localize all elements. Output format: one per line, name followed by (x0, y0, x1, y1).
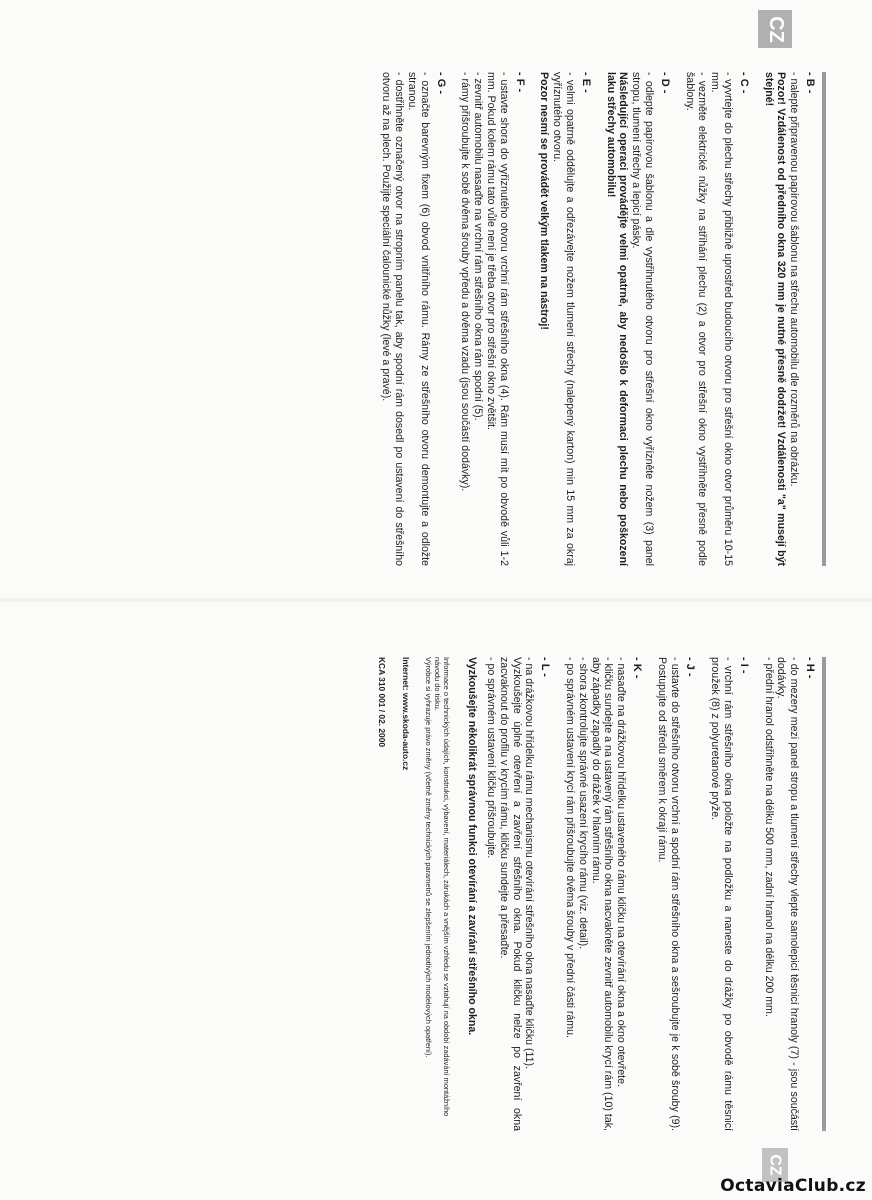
warning-text: Následující operaci provádějte velmi opatrně, aby nedošlo k deformaci plechu nebo poškození laku střechy automobilu! (604, 72, 630, 566)
section-heading: - D - (658, 72, 671, 94)
section-heading: - F - (513, 72, 526, 93)
warning-text: Pozor nesmí se provádět velkým tlakem na nástroj! (538, 72, 551, 330)
section-heading: - H - (804, 657, 816, 679)
instruction-step: - do mezery mezi panel stropu a tlumení střechy vlepte samolepicí těsnicí hranoly (7) - jsou součástí dodávky. (775, 657, 801, 1131)
watermark: OctaviaClub.cz (720, 1176, 866, 1196)
header-rule (822, 72, 826, 566)
legal-info: Informace o technických údajích, konstrukci, výbavení, materiálech, zárukách a vnějším vzhledu se vztahují na období zadávání montážního návodu do tisku. (433, 657, 452, 1117)
section-heading: - I - (737, 657, 750, 674)
section-heading: - J - (684, 657, 697, 677)
section-heading: - K - (631, 657, 644, 679)
instruction-step: Vyzkoušejte úplné otevření a zavření střešního okna. Pokud kličku nelze po zavření okna zacvaknout do profilu v krycím rámu, kličku sundejte a přesaďte. (497, 657, 523, 1131)
instruction-step: - shora zkontrolujte správné usazení krycího rámu (viz. detail). (576, 657, 589, 950)
instruction-step: - odlepte papírovou šablonu a dle vystřihnutého otvoru pro střešní okno vyřízněte nožem (3) panel stropu, tlumení střechy a lepicí pásky. (630, 72, 656, 566)
language-tab-bottom: CZ (762, 1148, 788, 1182)
header-rule (822, 657, 826, 1131)
instructions-panel-top (96, 60, 826, 580)
instruction-step: - zevnitř automobilu nasaďte na vrchní rám střešního okna rám spodní (5). (472, 72, 485, 421)
website-link[interactable]: Internet: www.skoda-auto.cz (401, 657, 412, 771)
instructions-panel-bottom (86, 645, 826, 1145)
section-heading: - L - (539, 657, 552, 677)
instruction-step: - vezměte elektrické nůžky na stříhání plechu (2) a otvor pro střešní okno vystřihněte přesně podle šablony. (683, 72, 709, 566)
warning-text: Pozor! Vzdálenost od předního okna 320 mm je nutné přesně dodržet! Vzdálenosti "a" musejí být stejné! (762, 72, 788, 566)
final-instruction: Vyzkoušejte několikrát správnou funkci otevírání a zavírání střešního okna. (466, 657, 479, 1036)
top-sections (380, 72, 816, 566)
instruction-step: - ustavte shora do vyříznutého otvoru vrchní rám střešního okna (4). Rám musí mít po obvodě vůli 1-2 mm. Pokud kolem rámu tato vůle není je třeba otvor pro střešní okno zvětšit. (485, 72, 510, 566)
bottom-sections (484, 657, 816, 1131)
instruction-step: - ustavte do střešního otvoru vrchní a spodní rám střešního okna a sešroubujte je k sobě šrouby (9). Postupujte od středu směrem k okrají rámu. (655, 657, 681, 1131)
section-heading: - B - (804, 72, 816, 94)
instruction-step: - rámy přišroubujte k sobě dvěma šrouby vpředu a dvěma vzadu (jsou součástí dodávky). (459, 72, 472, 492)
instruction-step: - označte barevným fixem (6) obvod vnitřního rámu. Rámy ze střešního otvoru demontujte a odložte stranou. (406, 72, 431, 566)
instruction-step: - velmi opatrně oddělujte a odřezávejte nožem tlumení střechy (nalepený karton) min 15 mm za okraj vyříznutého otvoru. (551, 72, 577, 566)
page-fold (0, 597, 872, 603)
instruction-step: - vyvrtejte do plechu střechy přibližně uprostřed budoucího otvoru pro střešní okno otvor průměru 10-15 mm. (709, 72, 735, 566)
instruction-step: - po správném ustavení kličku přišroubujte. (485, 657, 498, 859)
instruction-step: - na drážkovou hřídelku rámu mechanismu otevírání střešního okna nasaďte kličku (11). (523, 657, 536, 1070)
section-heading: - E - (579, 72, 592, 93)
section-heading: - G - (434, 72, 447, 94)
instruction-step: - přední hranol odstřihněte na délku 500 mm, zadní hranol na délku 200 mm. (762, 657, 775, 1017)
legal-reservation: Výrobce si vyhrazuje právo změny (včetně změny technických parametrů se zlepšením jednotlivých modelových opatření). (424, 657, 434, 1058)
instruction-step: - dostřihněte označený otvor na stropním panelu tak, aby spodní rám dosedl po ustavení do střešního otvoru až na plech. Použijte speciální čalounické nůžky (levé a pravé). (380, 72, 406, 566)
instruction-step: - nalepte připravenou papírovou šablonu na střechu automobilu dle rozměrů na obrázku. (788, 72, 801, 487)
instruction-step: - vrchní rám střešního okna položte na podložku a naneste do drážky po obvodě rámu těsnicí proužek (8) z polyuretanové pryže. (709, 657, 735, 1131)
instruction-step: - nasaďte na drážkovou hřídelku ustaveného rámu kličku na otevírání okna a okno otevřete. (615, 657, 628, 1087)
document-code: KCA 310 001 / 02. 2000 (376, 657, 387, 748)
section-heading: - C - (737, 72, 750, 94)
instruction-step: - po správném ustavení krycí rám přišroubujte dvěma šrouby v přední části rámu. (564, 657, 577, 1038)
instruction-step: - kličku sundejte a na ustavený rám střešního okna nacvakněte zevnitř automobilu krycí rám (10) tak, aby západky zapadly do drážek v hlavním rámu. (589, 657, 615, 1131)
language-tab-top: CZ (758, 10, 792, 48)
